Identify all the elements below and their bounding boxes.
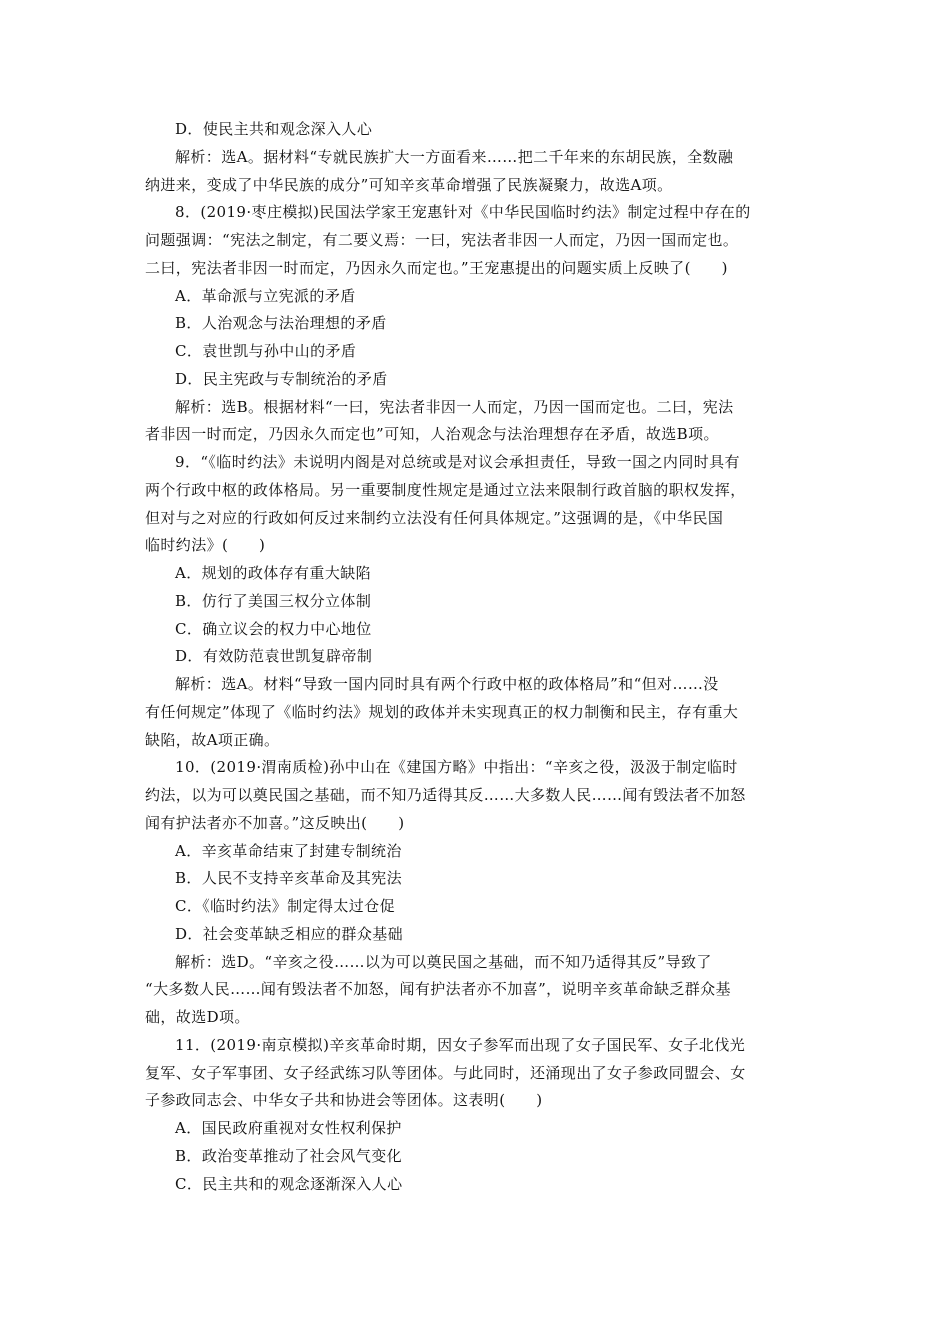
text-line: 者非因一时而定，乃因永久而定也”可知，人治观念与法治理想存在矛盾，故选B项。	[145, 425, 719, 444]
text-line: “大多数人民……闻有毁法者不加怒，闻有护法者亦不加喜”，说明辛亥革命缺乏群众基	[145, 980, 731, 999]
answer-option: B．政治变革推动了社会风气变化	[175, 1146, 403, 1165]
paragraph-start: 8．(2019·枣庄模拟)民国法学家王宠惠针对《中华民国临时约法》制定过程中存在的	[175, 203, 751, 222]
answer-option: A．革命派与立宪派的矛盾	[175, 286, 356, 305]
text-line: 复军、女子军事团、女子经武练习队等团体。与此同时，还涌现出了女子参政同盟会、女	[145, 1063, 746, 1082]
answer-option: C．确立议会的权力中心地位	[175, 619, 372, 638]
answer-option: D．有效防范袁世凯复辟帝制	[175, 647, 373, 666]
answer-option: B．人治观念与法治理想的矛盾	[175, 314, 387, 333]
text-line: 约法，以为可以奠民国之基础，而不知乃适得其反……大多数人民……闻有毁法者不加怒	[145, 786, 746, 804]
text-line: 有任何规定”体现了《临时约法》规划的政体并未实现真正的权力制衡和民主，存有重大	[145, 702, 739, 721]
answer-option: A．辛亥革命结束了封建专制统治	[175, 841, 402, 860]
text-line: 闻有护法者亦不加喜。”这反映出( )	[145, 813, 405, 832]
text-line: 但对与之对应的行政如何反过来制约立法没有任何具体规定。”这强调的是，《中华民国	[145, 508, 724, 527]
paragraph-start: 解析：选D。“辛亥之役……以为可以奠民国之基础，而不知乃适得其反”导致了	[175, 952, 712, 971]
answer-option: B．人民不支持辛亥革命及其宪法	[175, 869, 403, 888]
answer-option: A．国民政府重视对女性权利保护	[175, 1119, 402, 1137]
paragraph-start: 10．(2019·渭南质检)孙中山在《建国方略》中指出：“辛亥之役，汲汲于制定临时	[175, 758, 738, 777]
text-line: 二曰，宪法者非因一时而定，乃因永久而定也。”王宠惠提出的问题实质上反映了( )	[145, 258, 728, 277]
answer-option: C．《临时约法》制定得太过仓促	[175, 897, 395, 915]
answer-option: B．仿行了美国三权分立体制	[175, 591, 372, 610]
paragraph-start: 解析：选B。根据材料“一曰，宪法者非因一人而定，乃因一国而定也。二曰，宪法	[175, 397, 734, 416]
paragraph-start: 解析：选A。材料“导致一国内同时具有两个行政中枢的政体格局”和“但对……没	[175, 675, 719, 693]
text-line: 问题强调：“宪法之制定，有二要义焉：一曰，宪法者非因一人而定，乃因一国而定也。	[145, 231, 739, 249]
text-line: 缺陷，故A项正确。	[145, 730, 280, 749]
document-page	[145, 116, 813, 1198]
text-line: 纳进来，变成了中华民族的成分”可知辛亥革命增强了民族凝聚力，故选A项。	[145, 175, 673, 194]
paragraph-start: 9．“《临时约法》未说明内阁是对总统或是对议会承担责任，导致一国之内同时具有	[175, 453, 740, 471]
answer-option: A．规划的政体存有重大缺陷	[175, 564, 372, 582]
answer-option: D．民主宪政与专制统治的矛盾	[175, 369, 388, 388]
text-line: 础，故选D项。	[145, 1008, 250, 1026]
answer-option: D．使民主共和观念深入人心	[175, 120, 373, 138]
text-line: 两个行政中枢的政体格局。另一重要制度性规定是通过立法来限制行政首脑的职权发挥，	[145, 480, 746, 499]
paragraph-start: 解析：选A。据材料“专就民族扩大一方面看来……把二千年来的东胡民族，全数融	[175, 147, 734, 166]
text-line: 临时约法》( )	[145, 536, 266, 555]
paragraph-start: 11．(2019·南京模拟)辛亥革命时期，因女子参军而出现了女子国民军、女子北伐光	[175, 1035, 746, 1054]
answer-option: C．袁世凯与孙中山的矛盾	[175, 342, 357, 360]
answer-option: D．社会变革缺乏相应的群众基础	[175, 924, 404, 943]
text-line: 子参政同志会、中华女子共和协进会等团体。这表明( )	[145, 1091, 543, 1110]
answer-option: C．民主共和的观念逐渐深入人心	[175, 1174, 403, 1193]
